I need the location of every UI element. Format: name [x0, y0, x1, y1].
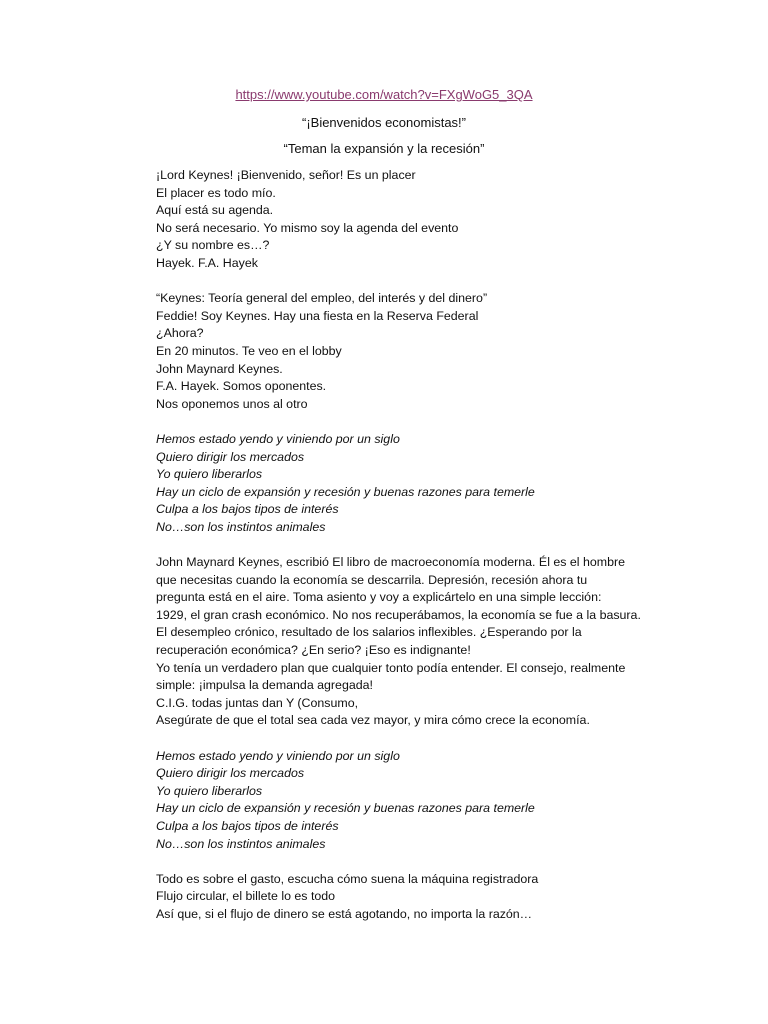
youtube-link[interactable]: https://www.youtube.com/watch?v=FXgWoG5_3QA: [235, 87, 533, 102]
text-line: El desempleo crónico, resultado de los salarios inflexibles. ¿Esperando por la: [156, 625, 582, 640]
text-line: ¿Y su nombre es…?: [156, 238, 270, 253]
text-line: ¿Ahora?: [156, 326, 204, 341]
title-welcome: “¡Bienvenidos economistas!”: [301, 115, 467, 130]
text-line: ¡Lord Keynes! ¡Bienvenido, señor! Es un placer: [156, 168, 416, 182]
chorus-block-2: [156, 748, 662, 854]
chorus-line: Hay un ciclo de expansión y recesión y buenas razones para temerle: [156, 484, 535, 499]
text-line: Aquí está su agenda.: [156, 203, 274, 218]
text-line: Asegúrate de que el total sea cada vez mayor, y mira cómo crece la economía.: [156, 713, 590, 728]
text-line: Flujo circular, el billete lo es todo: [156, 889, 336, 904]
text-line: simple: ¡impulsa la demanda agregada!: [156, 678, 373, 693]
dialogue-block-1: [156, 167, 662, 273]
text-line: 1929, el gran crash económico. No nos recuperábamos, la economía se fue a la basura.: [156, 607, 641, 622]
dialogue-block-2: [156, 290, 662, 413]
text-line: En 20 minutos. Te veo en el lobby: [156, 343, 342, 358]
text-line: No será necesario. Yo mismo soy la agenda del evento: [156, 220, 459, 235]
text-line: Yo tenía un verdadero plan que cualquier tonto podía entender. El consejo, realmente: [156, 660, 626, 675]
text-line: El placer es todo mío.: [156, 185, 276, 200]
text-line: “Keynes: Teoría general del empleo, del interés y del dinero”: [156, 291, 488, 306]
text-line: Así que, si el flujo de dinero se está agotando, no importa la razón…: [156, 906, 533, 921]
text-line: Todo es sobre el gasto, escucha cómo suena la máquina registradora: [156, 871, 539, 886]
paragraph-gap: [156, 413, 662, 431]
chorus-line: Culpa a los bajos tipos de interés: [156, 818, 339, 833]
chorus-line: No…son los instintos animales: [156, 836, 326, 851]
text-line: Feddie! Soy Keynes. Hay una fiesta en la Reserva Federal: [156, 308, 479, 323]
chorus-line: Yo quiero liberarlos: [156, 783, 263, 798]
verse-block-spending: [156, 871, 662, 924]
paragraph-gap: [156, 536, 662, 554]
chorus-line: Culpa a los bajos tipos de interés: [156, 502, 339, 517]
text-line: F.A. Hayek. Somos oponentes.: [156, 379, 327, 394]
paragraph-gap: [156, 853, 662, 871]
text-line: recuperación económica? ¿En serio? ¡Eso es indignante!: [156, 643, 471, 658]
chorus-line: Hemos estado yendo y viniendo por un siglo: [156, 431, 400, 446]
text-line: John Maynard Keynes, escribió El libro de macroeconomía moderna. Él es el hombre: [156, 555, 626, 570]
text-line: John Maynard Keynes.: [156, 361, 283, 376]
chorus-block-1: [156, 431, 662, 537]
text-line: que necesitas cuando la economía se descarrila. Depresión, recesión ahora tu: [156, 572, 588, 587]
text-line: C.I.G. todas juntas dan Y (Consumo,: [156, 695, 359, 710]
chorus-line: Hay un ciclo de expansión y recesión y buenas razones para temerle: [156, 801, 535, 816]
chorus-line: Quiero dirigir los mercados: [156, 449, 305, 464]
lyrics-body: [156, 167, 662, 924]
paragraph-gap: [156, 273, 662, 291]
text-line: Hayek. F.A. Hayek: [156, 255, 258, 270]
chorus-line: Hemos estado yendo y viniendo por un siglo: [156, 748, 400, 763]
chorus-line: Quiero dirigir los mercados: [156, 766, 305, 781]
verse-block-keynes: [156, 554, 662, 730]
text-line: pregunta está en el aire. Toma asiento y voy a explicártelo en una simple lección:: [156, 590, 602, 605]
title-fear: “Teman la expansión y la recesión”: [283, 141, 485, 156]
paragraph-gap: [156, 730, 662, 748]
chorus-line: Yo quiero liberarlos: [156, 467, 263, 482]
text-line: Nos oponemos unos al otro: [156, 396, 308, 411]
chorus-line: No…son los instintos animales: [156, 519, 326, 534]
